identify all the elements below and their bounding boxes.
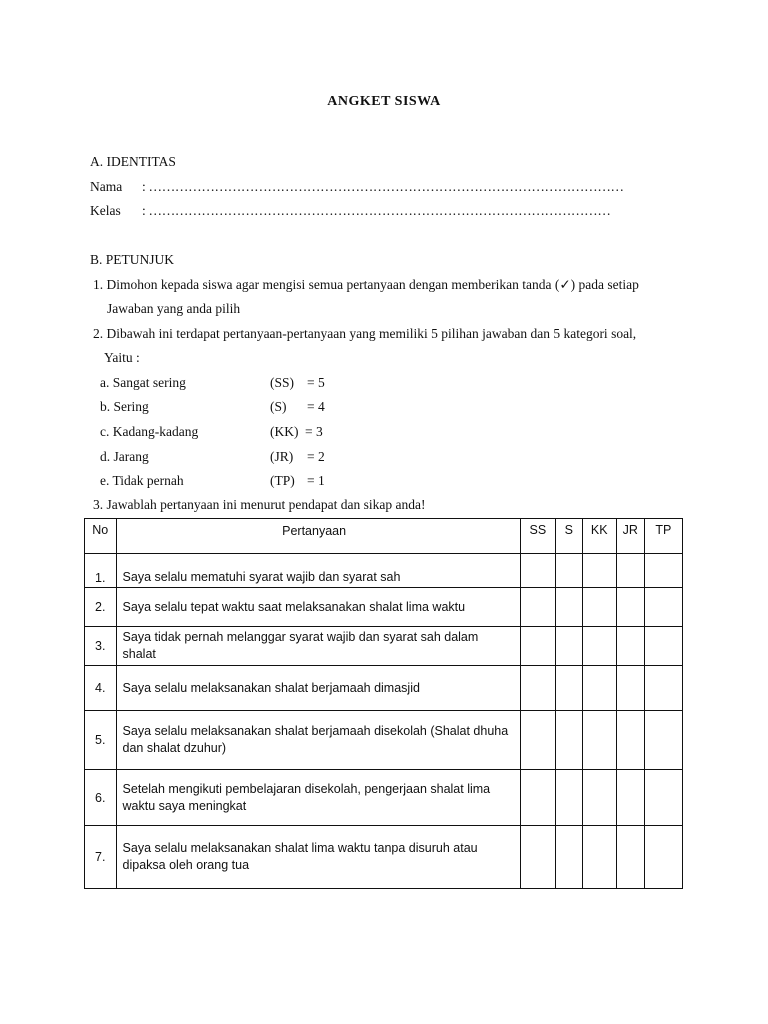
answer-cell-kk[interactable] bbox=[582, 826, 616, 889]
answer-cell-ss[interactable] bbox=[520, 826, 555, 889]
answer-cell-ss[interactable] bbox=[520, 627, 555, 666]
row-number: 6. bbox=[85, 770, 117, 826]
answer-cell-ss[interactable] bbox=[520, 588, 555, 627]
scale-value-s: = 4 bbox=[307, 399, 325, 414]
question-text bbox=[116, 770, 520, 826]
table-row bbox=[85, 770, 683, 826]
row-number: 5. bbox=[85, 711, 117, 770]
section-a-heading: A. IDENTITAS bbox=[90, 154, 176, 169]
header-kk: KK bbox=[582, 519, 616, 554]
scale-label-kk: c. Kadang-kadang bbox=[100, 424, 199, 439]
row-number: 1. bbox=[85, 554, 117, 588]
scale-code-s: (S) bbox=[270, 399, 287, 414]
table-row bbox=[85, 554, 683, 588]
scale-label-jr: d. Jarang bbox=[100, 449, 149, 464]
answer-cell-kk[interactable] bbox=[582, 666, 616, 711]
section-b-heading: B. PETUNJUK bbox=[90, 252, 175, 267]
page-title: ANGKET SISWA bbox=[327, 94, 441, 109]
answer-cell-tp[interactable] bbox=[644, 588, 682, 627]
scale-value-kk: = 3 bbox=[305, 424, 323, 439]
answer-cell-kk[interactable] bbox=[582, 770, 616, 826]
instruction-2-line-1: 2. Dibawah ini terdapat pertanyaan-pertanyaan yang memiliki 5 pilihan jawaban dan 5 kategori soal, bbox=[93, 326, 637, 341]
row-number: 3. bbox=[85, 627, 117, 666]
nama-label: Nama bbox=[90, 179, 123, 194]
instruction-1-line-1: 1. Dimohon kepada siswa agar mengisi semua pertanyaan dengan memberikan tanda (✓) pada setiap bbox=[93, 277, 639, 292]
question-text bbox=[116, 627, 520, 666]
answer-cell-kk[interactable] bbox=[582, 627, 616, 666]
answer-cell-tp[interactable] bbox=[644, 627, 682, 666]
question-line-1: Saya selalu melaksanakan shalat berjamaah dimasjid bbox=[122, 680, 420, 695]
answer-cell-s[interactable] bbox=[556, 666, 582, 711]
question-text bbox=[116, 554, 520, 588]
question-line-2: dan shalat dzuhur) bbox=[122, 741, 227, 755]
questionnaire-table bbox=[84, 518, 683, 889]
answer-cell-ss[interactable] bbox=[520, 770, 555, 826]
answer-cell-ss[interactable] bbox=[520, 554, 555, 588]
answer-cell-ss[interactable] bbox=[520, 666, 555, 711]
answer-cell-s[interactable] bbox=[556, 627, 582, 666]
question-text bbox=[116, 588, 520, 627]
header-s: S bbox=[556, 519, 582, 554]
question-line-1: Saya selalu melaksanakan shalat berjamaah disekolah (Shalat dhuha bbox=[122, 724, 509, 738]
answer-cell-jr[interactable] bbox=[617, 711, 645, 770]
answer-cell-s[interactable] bbox=[556, 826, 582, 889]
answer-cell-tp[interactable] bbox=[644, 711, 682, 770]
scale-code-tp: (TP) bbox=[270, 473, 295, 488]
question-line-1: Saya selalu mematuhi syarat wajib dan syarat sah bbox=[122, 570, 401, 584]
scale-code-ss: (SS) bbox=[270, 375, 295, 390]
question-line-1: Saya tidak pernah melanggar syarat wajib dan syarat sah dalam shalat bbox=[122, 630, 479, 661]
table-row bbox=[85, 627, 683, 666]
answer-cell-jr[interactable] bbox=[617, 554, 645, 588]
header-question: Pertanyaan bbox=[116, 519, 520, 554]
answer-cell-kk[interactable] bbox=[582, 554, 616, 588]
question-line-1: Saya selalu melaksanakan shalat lima waktu tanpa disuruh atau bbox=[122, 841, 478, 855]
answer-cell-jr[interactable] bbox=[617, 588, 645, 627]
answer-cell-jr[interactable] bbox=[617, 826, 645, 889]
answer-cell-tp[interactable] bbox=[644, 554, 682, 588]
answer-cell-jr[interactable] bbox=[617, 666, 645, 711]
question-text bbox=[116, 711, 520, 770]
answer-cell-kk[interactable] bbox=[582, 588, 616, 627]
header-tp: TP bbox=[644, 519, 682, 554]
answer-cell-ss[interactable] bbox=[520, 711, 555, 770]
table-header-row bbox=[85, 519, 683, 554]
scale-value-tp: = 1 bbox=[307, 473, 325, 488]
table-row bbox=[85, 826, 683, 889]
scale-code-kk: (KK) bbox=[270, 424, 299, 439]
header-ss: SS bbox=[520, 519, 555, 554]
instruction-3: 3. Jawablah pertanyaan ini menurut pendapat dan sikap anda! bbox=[93, 497, 426, 512]
question-line-2: waktu saya meningkat bbox=[122, 798, 247, 813]
row-number: 2. bbox=[85, 588, 117, 627]
answer-cell-s[interactable] bbox=[556, 770, 582, 826]
scale-label-ss: a. Sangat sering bbox=[100, 375, 186, 390]
scale-code-jr: (JR) bbox=[270, 449, 294, 464]
scale-value-jr: = 2 bbox=[307, 449, 325, 464]
scale-value-ss: = 5 bbox=[307, 375, 325, 390]
instruction-2-line-2: Yaitu : bbox=[104, 350, 140, 365]
nama-field[interactable]: : ……………………………………………………………………………………………… bbox=[142, 179, 624, 194]
answer-cell-s[interactable] bbox=[556, 588, 582, 627]
question-text bbox=[116, 826, 520, 889]
answer-cell-tp[interactable] bbox=[644, 826, 682, 889]
table-row bbox=[85, 588, 683, 627]
instruction-1-line-2: Jawaban yang anda pilih bbox=[107, 301, 241, 316]
question-line-2: dipaksa oleh orang tua bbox=[122, 858, 250, 872]
answer-cell-s[interactable] bbox=[556, 711, 582, 770]
scale-label-s: b. Sering bbox=[100, 399, 149, 414]
answer-cell-jr[interactable] bbox=[617, 770, 645, 826]
answer-cell-tp[interactable] bbox=[644, 770, 682, 826]
kelas-field[interactable]: : …………………………………………………………………………………………… bbox=[142, 203, 611, 218]
question-text bbox=[116, 666, 520, 711]
table-row bbox=[85, 711, 683, 770]
scale-label-tp: e. Tidak pernah bbox=[100, 473, 184, 488]
answer-cell-s[interactable] bbox=[556, 554, 582, 588]
kelas-label: Kelas bbox=[90, 203, 121, 218]
answer-cell-jr[interactable] bbox=[617, 627, 645, 666]
header-no: No bbox=[85, 519, 117, 554]
question-line-1: Saya selalu tepat waktu saat melaksanakan shalat lima waktu bbox=[122, 599, 466, 614]
row-number: 4. bbox=[85, 666, 117, 711]
answer-cell-tp[interactable] bbox=[644, 666, 682, 711]
header-jr: JR bbox=[617, 519, 645, 554]
answer-cell-kk[interactable] bbox=[582, 711, 616, 770]
question-line-1: Setelah mengikuti pembelajaran disekolah, pengerjaan shalat lima bbox=[122, 781, 491, 796]
table-row bbox=[85, 666, 683, 711]
row-number: 7. bbox=[85, 826, 117, 889]
